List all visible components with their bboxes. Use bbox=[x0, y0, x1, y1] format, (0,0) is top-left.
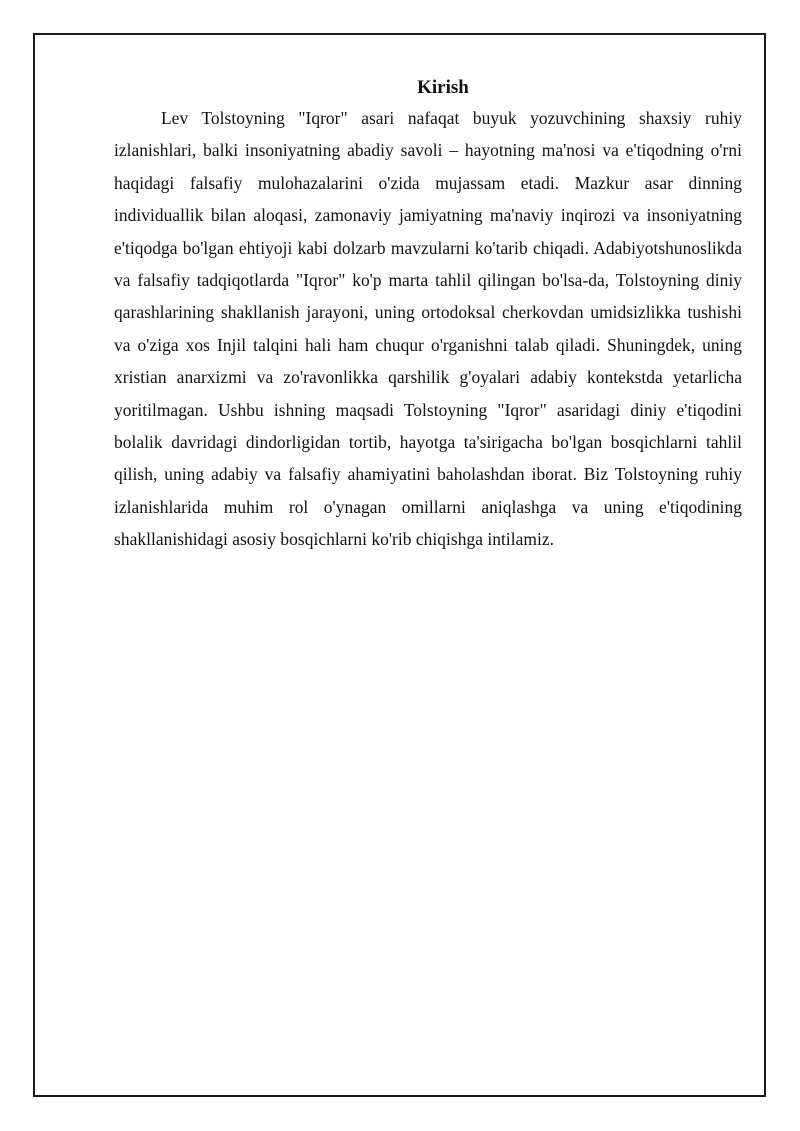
section-title: Kirish bbox=[417, 77, 469, 98]
body-paragraph: Lev Tolstoyning "Iqror" asari nafaqat buyuk yozuvchining shaxsiy ruhiy izlanishlari, balki insoniyatning abadiy savoli – hayotning ma'nosi va e'tiqodning o'rni haqidagi falsafiy mulohazalarini o'zida mujassam etadi. Mazkur asar dinning individuallik bilan aloqasi, zamonaviy jamiyatning ma'naviy inqirozi va insoniyatning e'tiqodga bo'lgan ehtiyoji kabi dolzarb mavzularni ko'tarib chiqadi. Adabiyotshunoslikda va falsafiy tadqiqotlarda "Iqror" ko'p marta tahlil qilingan bo'lsa-da, Tolstoyning diniy qarashlarining shakllanish jarayoni, uning ortodoksal cherkovdan umidsizlikka tushishi va o'ziga xos Injil talqini hali ham chuqur o'rganishni talab qiladi. Shuningdek, uning xristian anarxizmi va zo'ravonlikka qarshilik g'oyalari adabiy kontekstda yetarlicha yoritilmagan. Ushbu ishning maqsadi Tolstoyning "Iqror" asaridagi diniy e'tiqodini bolalik davridagi dindorligidan tortib, hayotga ta'sirigacha bo'lgan bosqichlarni tahlil qilish, uning adabiy va falsafiy ahamiyatini baholashdan iborat. Biz Tolstoyning ruhiy izlanishlarida muhim rol o'ynagan omillarni aniqlashga va uning e'tiqodining shakllanishidagi asosiy bosqichlarni ko'rib chiqishga intilamiz. bbox=[114, 108, 742, 550]
document-content bbox=[114, 76, 742, 556]
